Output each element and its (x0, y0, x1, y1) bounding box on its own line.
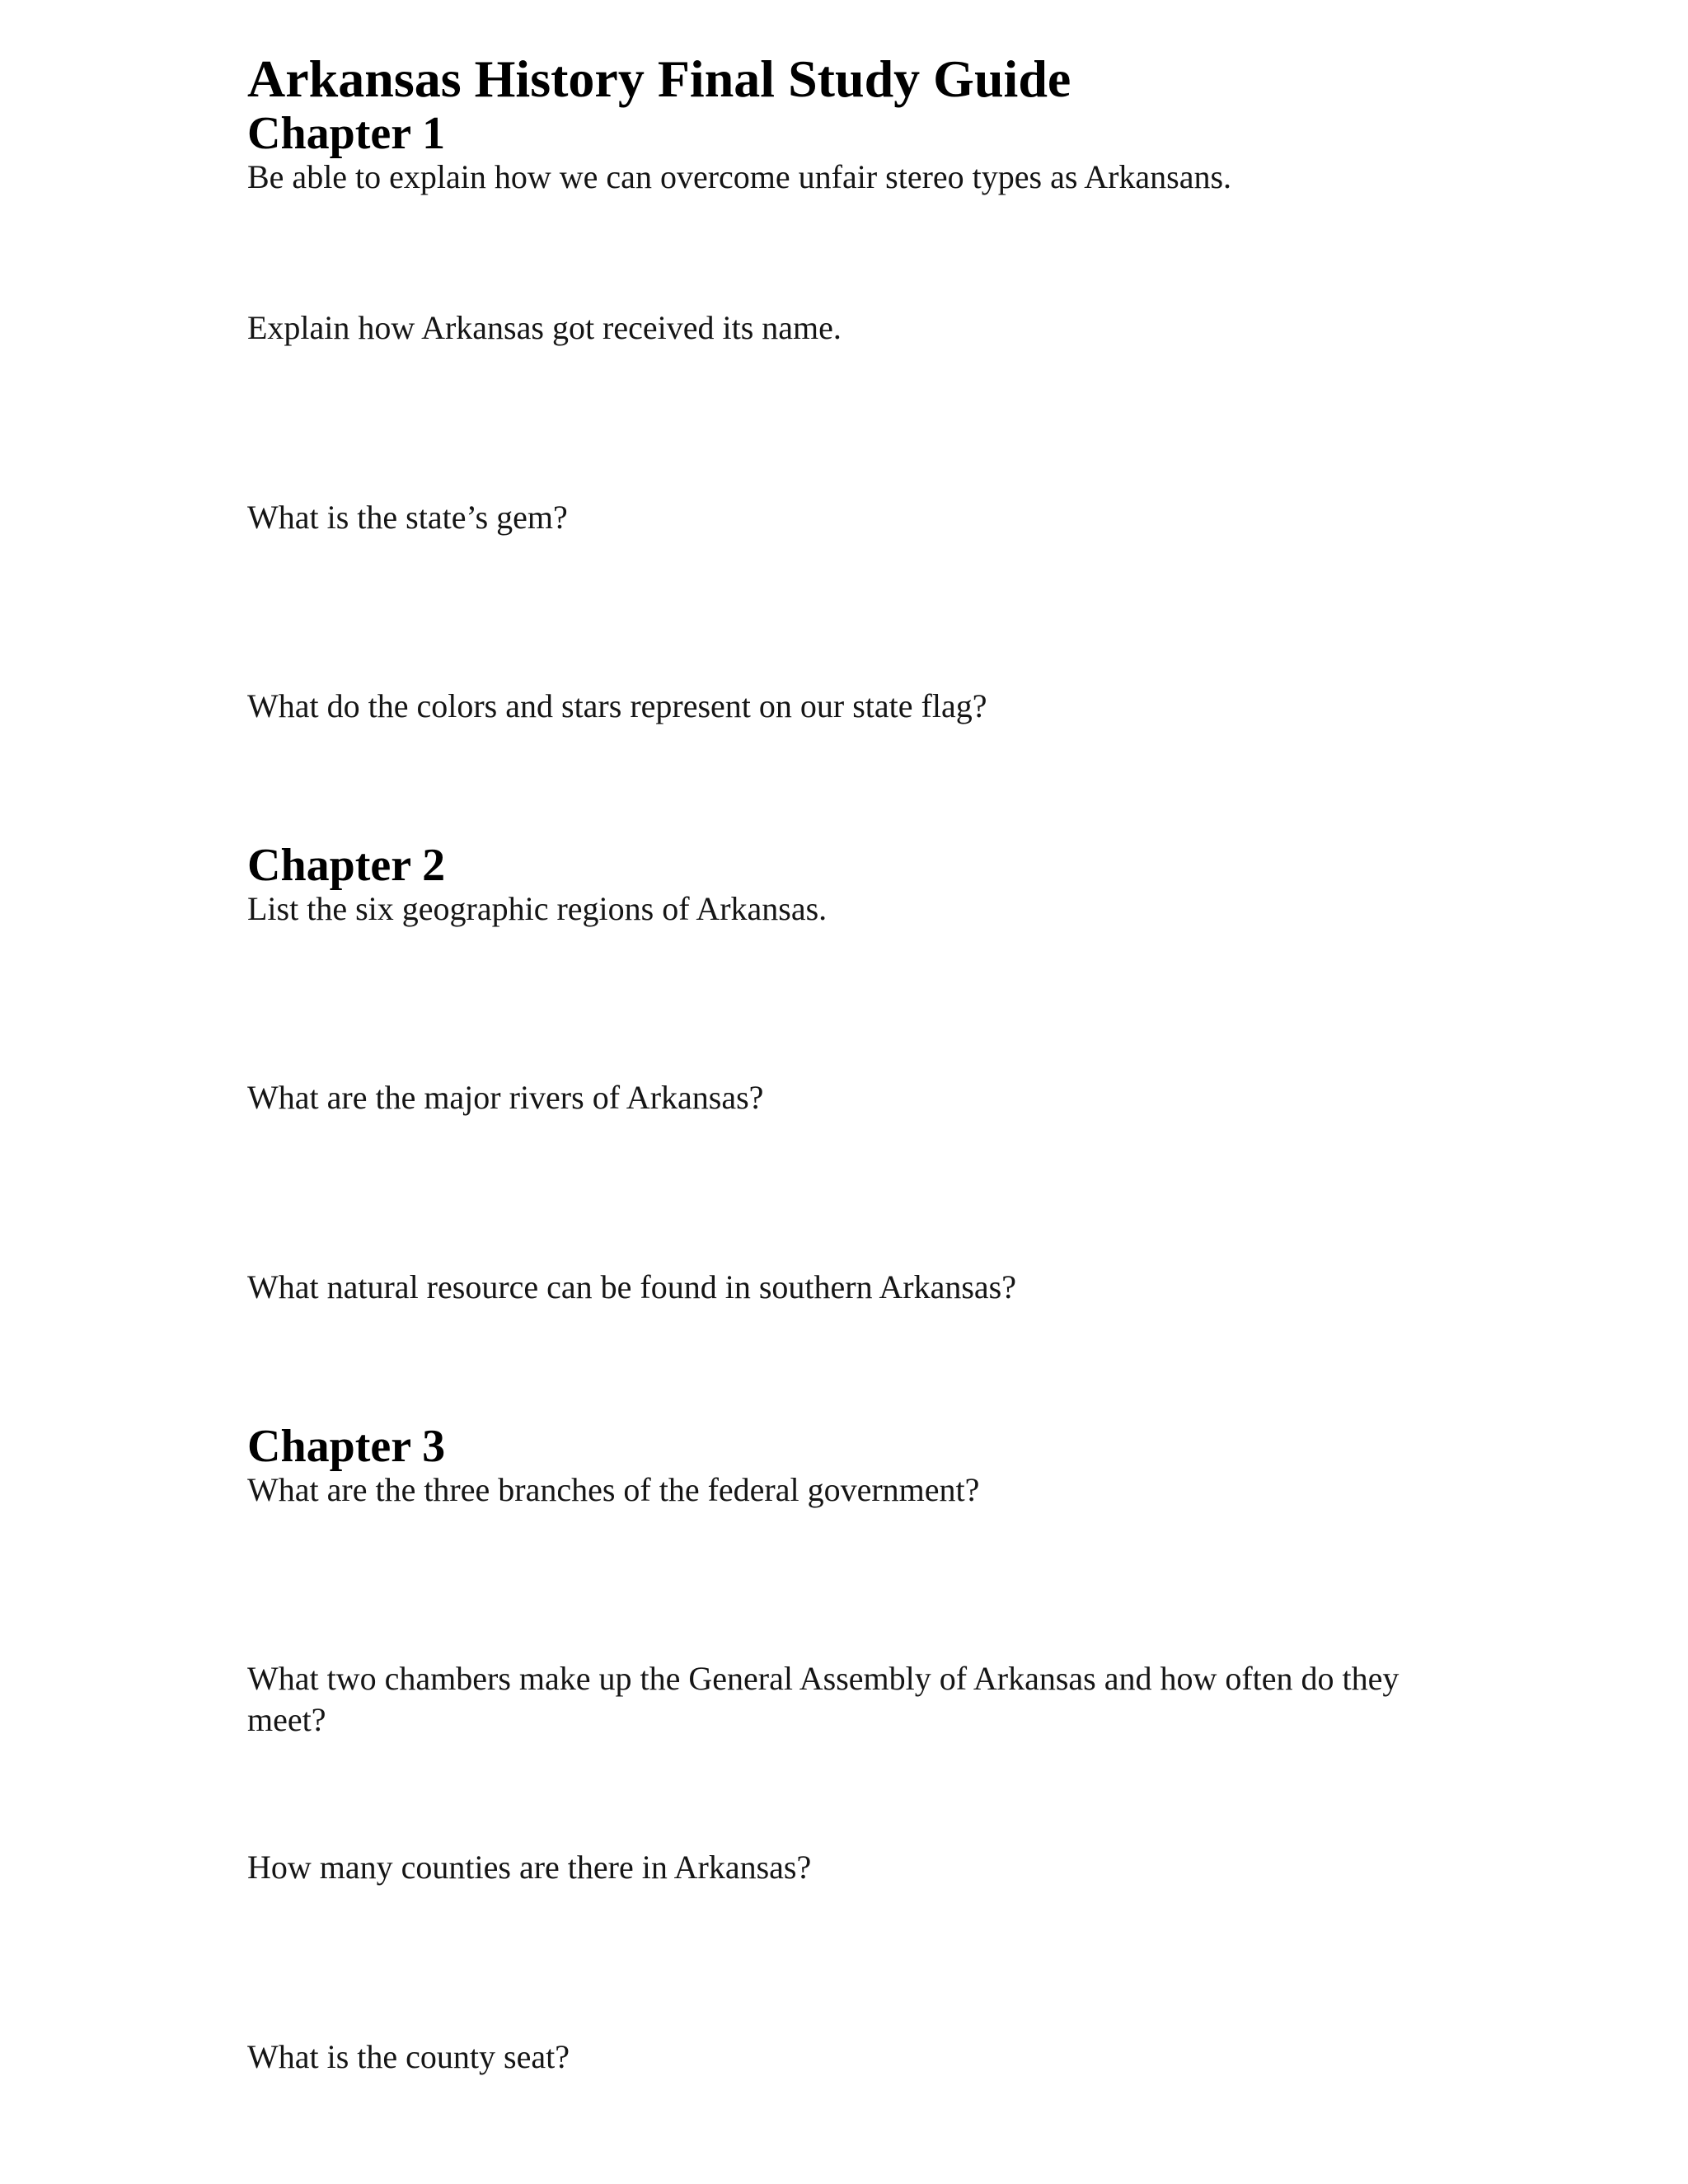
chapter-2-heading: Chapter 2 (247, 840, 446, 891)
document-title: Arkansas History Final Study Guide (247, 49, 1071, 108)
chapter-3-heading: Chapter 3 (247, 1421, 446, 1472)
question-stereotypes: Be able to explain how we can overcome unfair stereo types as Arkansans. (247, 158, 1232, 195)
question-state-name: Explain how Arkansas got received its name. (247, 309, 842, 346)
question-natural-resource: What natural resource can be found in southern Arkansas? (247, 1268, 1016, 1305)
question-county-seat: What is the county seat? (247, 2038, 570, 2075)
question-federal-branches: What are the three branches of the federal government? (247, 1471, 980, 1508)
question-geographic-regions: List the six geographic regions of Arkansas. (247, 890, 828, 927)
question-state-gem: What is the state’s gem? (247, 499, 568, 536)
chapter-1-heading: Chapter 1 (247, 108, 446, 159)
question-county-count: How many counties are there in Arkansas? (247, 1849, 812, 1886)
question-state-flag: What do the colors and stars represent on our state flag? (247, 687, 987, 724)
question-major-rivers: What are the major rivers of Arkansas? (247, 1079, 764, 1116)
question-general-assembly: What two chambers make up the General Assembly of Arkansas and how often do they meet? (247, 1660, 1400, 1738)
